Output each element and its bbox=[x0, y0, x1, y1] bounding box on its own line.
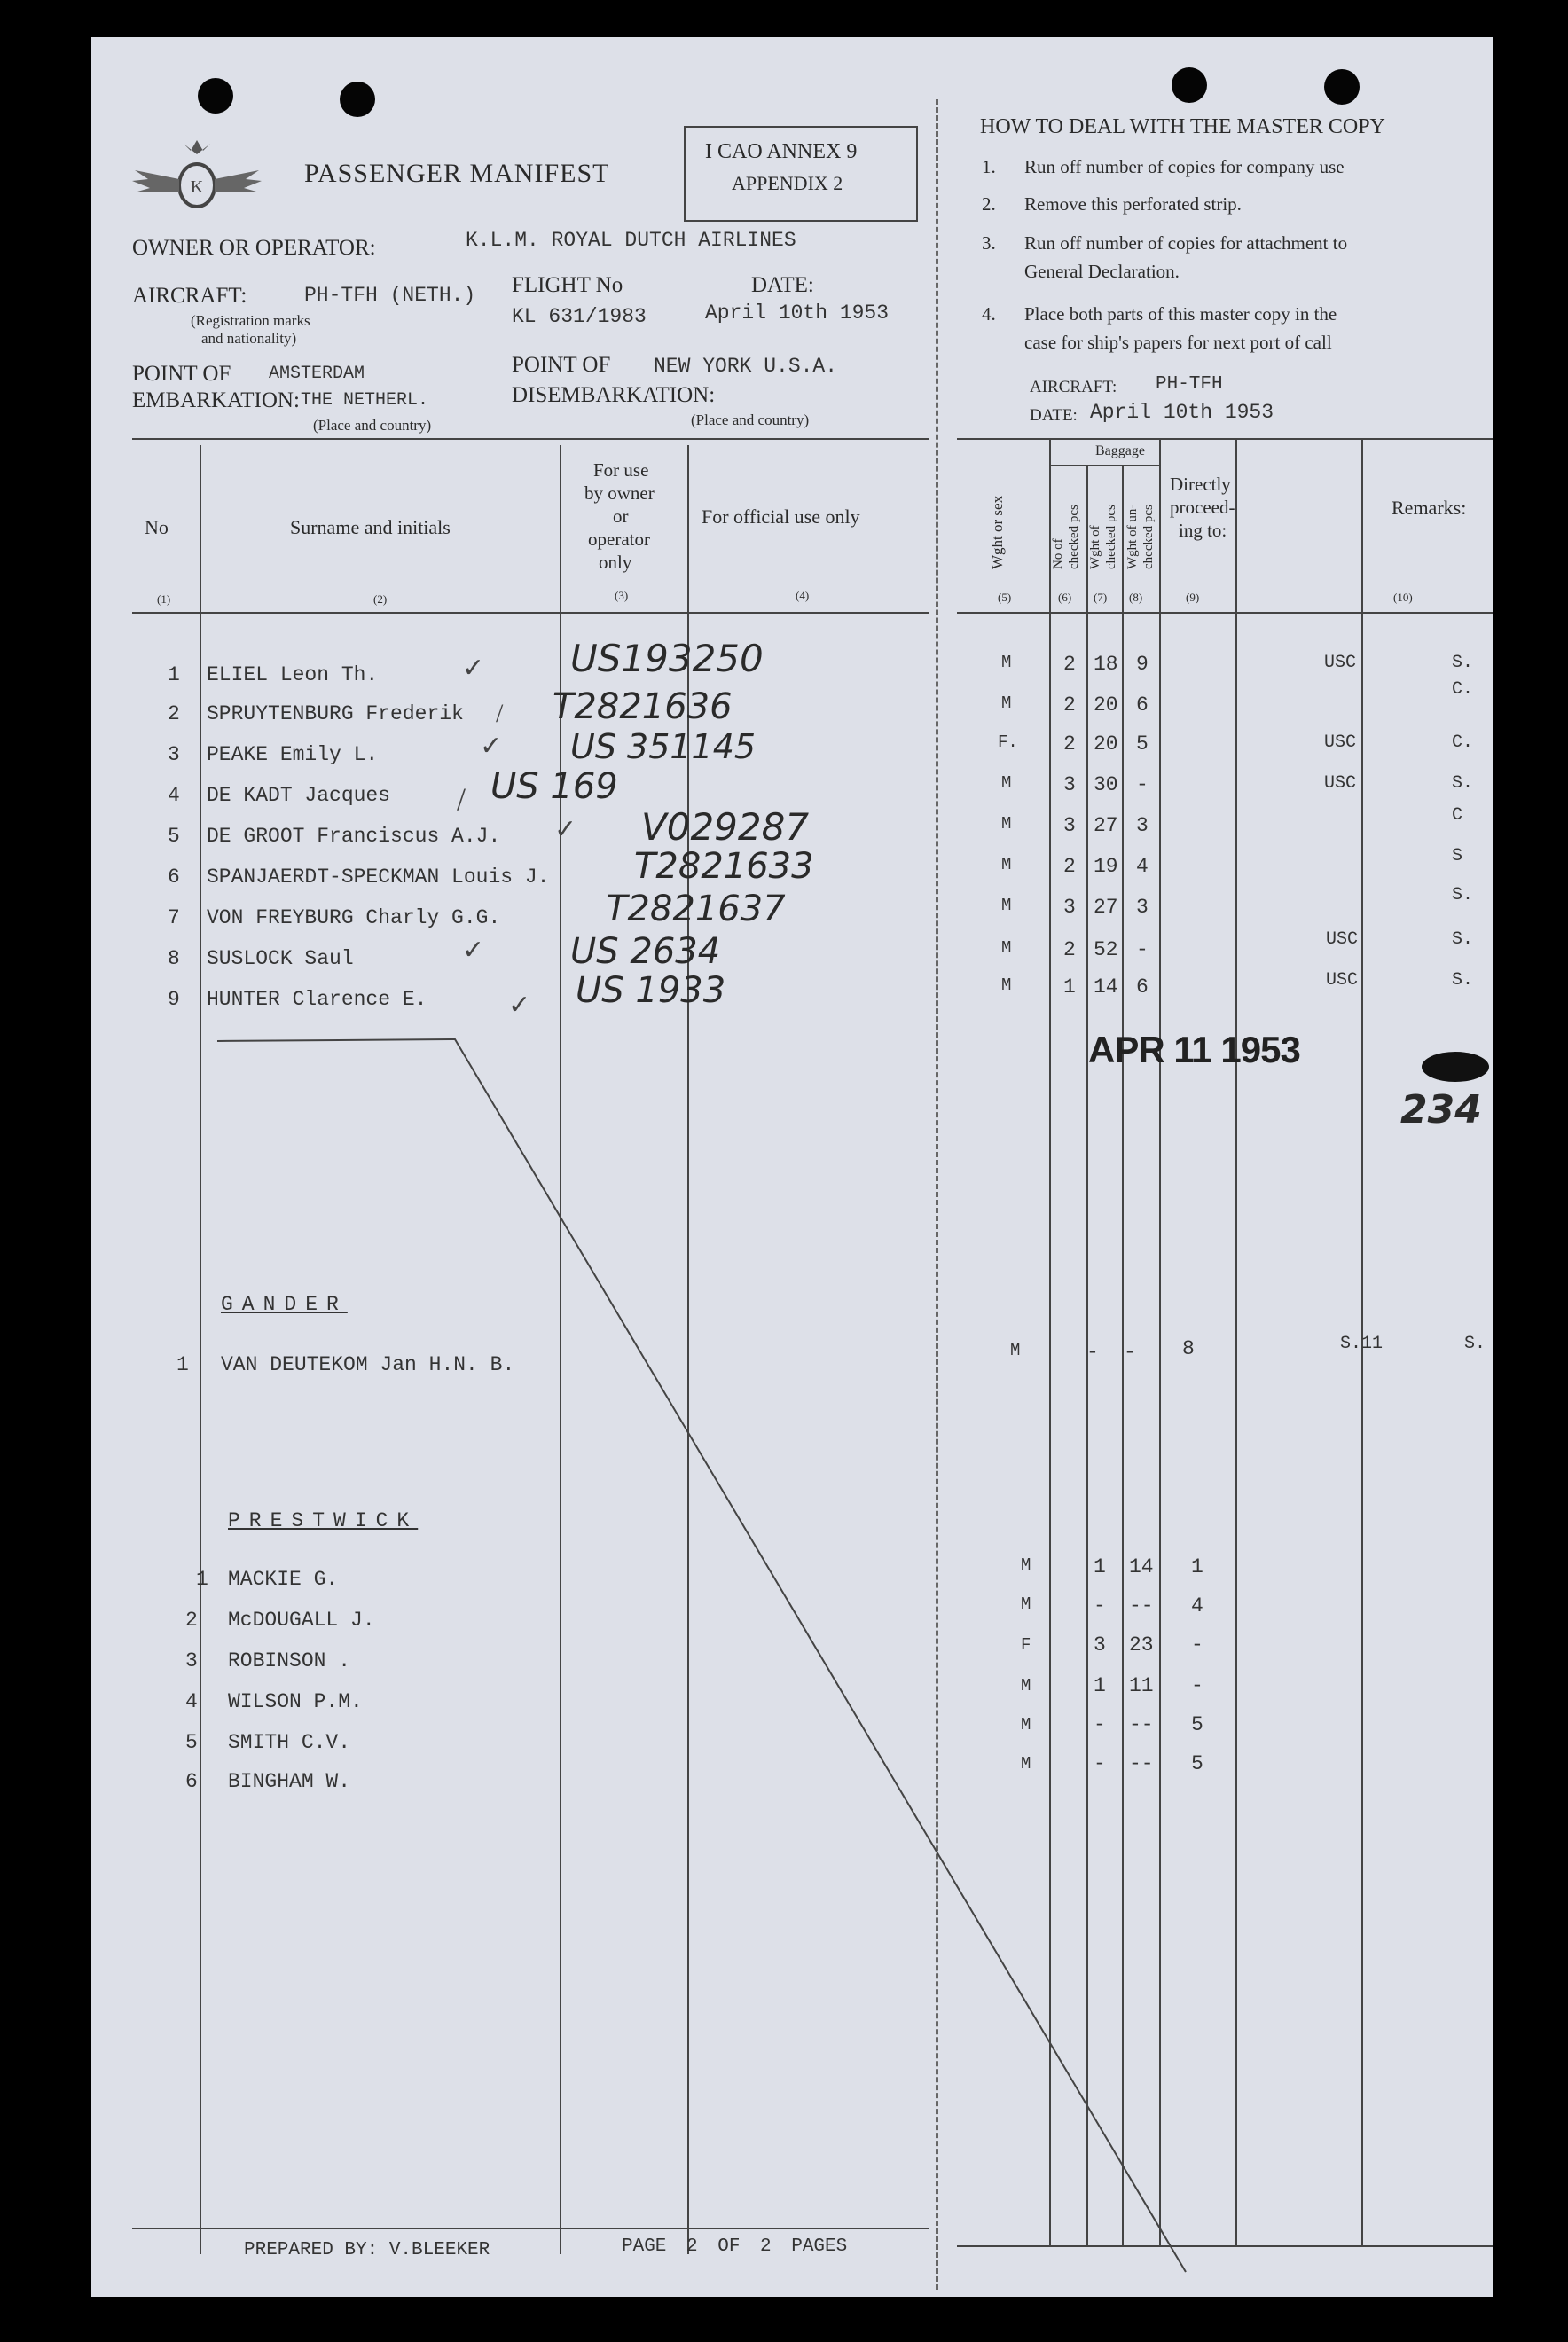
col-num-10: (10) bbox=[1393, 591, 1413, 604]
embark-label1: POINT OF bbox=[132, 362, 231, 386]
prestwick-row-pcs: - bbox=[1094, 1752, 1106, 1775]
passenger-remark-2: S bbox=[1452, 846, 1463, 866]
passenger-bag-wu: 5 bbox=[1136, 732, 1149, 756]
prestwick-row-pcs: 1 bbox=[1094, 1555, 1106, 1578]
passenger-sex: M bbox=[1001, 855, 1012, 874]
prestwick-heading: PRESTWICK bbox=[228, 1509, 419, 1532]
prestwick-row-pcs: - bbox=[1094, 1594, 1106, 1617]
passenger-no: 9 bbox=[168, 988, 180, 1011]
passenger-name: DE KADT Jacques bbox=[207, 784, 391, 807]
disembark-label1: POINT OF bbox=[512, 353, 611, 377]
embark-value2: THE NETHERL. bbox=[301, 390, 429, 411]
prestwick-row-name: WILSON P.M. bbox=[228, 1690, 363, 1713]
passenger-bag-pcs: 3 bbox=[1063, 814, 1076, 837]
prestwick-row-no: 5 bbox=[185, 1731, 198, 1754]
passenger-remark-2: C bbox=[1452, 805, 1463, 826]
embark-value1: AMSTERDAM bbox=[269, 364, 365, 384]
passenger-bag-wc: 52 bbox=[1094, 938, 1118, 961]
passenger-bag-wu: 9 bbox=[1136, 653, 1149, 676]
embark-label2: EMBARKATION: bbox=[132, 388, 300, 412]
flight-label: FLIGHT No bbox=[512, 273, 623, 297]
prestwick-row-no: 6 bbox=[185, 1770, 198, 1793]
gander-row-pcs: - bbox=[1086, 1341, 1099, 1364]
passenger-remark-1: USC bbox=[1324, 732, 1357, 753]
col-header-for-use-5: only bbox=[599, 552, 632, 573]
passenger-no: 6 bbox=[168, 866, 180, 889]
passenger-name: SUSLOCK Saul bbox=[207, 947, 354, 970]
check-mark-icon: / bbox=[496, 699, 504, 728]
prestwick-row-no: 4 bbox=[185, 1690, 198, 1713]
passenger-name: PEAKE Emily L. bbox=[207, 743, 379, 766]
passenger-document: T2821637 bbox=[606, 889, 786, 929]
col-num-1: (1) bbox=[157, 592, 171, 606]
col-num-8: (8) bbox=[1129, 591, 1143, 604]
prestwick-row-no: 1 bbox=[196, 1568, 208, 1591]
prestwick-row-wu: - bbox=[1191, 1633, 1203, 1657]
instruction-num-3: 3. bbox=[982, 232, 996, 254]
passenger-bag-wc: 18 bbox=[1094, 653, 1118, 676]
prestwick-row-wc: 14 bbox=[1129, 1555, 1154, 1578]
passenger-no: 8 bbox=[168, 947, 180, 970]
prestwick-row-no: 2 bbox=[185, 1609, 198, 1632]
passenger-name: ELIEL Leon Th. bbox=[207, 663, 379, 686]
date-label: DATE: bbox=[751, 273, 814, 297]
col-header-bag-unchecked-2: checked pcs bbox=[1141, 505, 1156, 569]
passenger-no: 7 bbox=[168, 906, 180, 929]
passenger-bag-pcs: 2 bbox=[1063, 693, 1076, 717]
gander-row-remark-1: S.11 bbox=[1340, 1334, 1384, 1354]
col-header-no: No bbox=[145, 516, 169, 538]
passenger-document: T2821636 bbox=[553, 686, 733, 727]
check-mark-icon: / bbox=[457, 781, 466, 817]
col-header-proceeding-1: Directly bbox=[1170, 474, 1231, 495]
aircraft-label: AIRCRAFT: bbox=[132, 284, 247, 308]
prestwick-row-name: MACKIE G. bbox=[228, 1568, 339, 1591]
disembark-value: NEW YORK U.S.A. bbox=[654, 355, 838, 378]
passenger-bag-wu: 3 bbox=[1136, 814, 1149, 837]
flight-value: KL 631/1983 bbox=[512, 305, 647, 328]
passenger-document: V029287 bbox=[641, 805, 810, 849]
col-num-5: (5) bbox=[998, 591, 1012, 604]
col-header-for-use-4: operator bbox=[588, 529, 650, 550]
col-header-for-use-1: For use bbox=[593, 459, 649, 481]
check-mark-icon: ✓ bbox=[462, 936, 485, 965]
instruction-text-3a: Run off number of copies for attachment to bbox=[1024, 232, 1348, 254]
strip-date-label: DATE: bbox=[1030, 406, 1078, 425]
col-num-7: (7) bbox=[1094, 591, 1108, 604]
instruction-text-3b: General Declaration. bbox=[1024, 261, 1180, 282]
passenger-bag-pcs: 1 bbox=[1063, 975, 1076, 999]
passenger-bag-pcs: 2 bbox=[1063, 732, 1076, 756]
passenger-remark-2: S. bbox=[1452, 970, 1474, 991]
passenger-remark-2: S. bbox=[1452, 929, 1474, 950]
col-num-3: (3) bbox=[615, 589, 629, 602]
prestwick-row-wc: 23 bbox=[1129, 1633, 1154, 1657]
prepared-by: PREPARED BY: V.BLEEKER bbox=[244, 2240, 490, 2260]
passenger-no: 5 bbox=[168, 825, 180, 848]
date-value: April 10th 1953 bbox=[705, 302, 890, 325]
check-mark-icon: ✓ bbox=[480, 732, 503, 761]
passenger-bag-wc: 20 bbox=[1094, 693, 1118, 717]
instruction-text-4a: Place both parts of this master copy in the bbox=[1024, 303, 1337, 325]
passenger-document: T2821633 bbox=[634, 846, 814, 887]
gander-row-no: 1 bbox=[176, 1353, 189, 1376]
handwritten-number: 234 bbox=[1400, 1087, 1482, 1132]
prestwick-row-name: McDOUGALL J. bbox=[228, 1609, 375, 1632]
annex-line1: I CAO ANNEX 9 bbox=[705, 140, 858, 163]
prestwick-row-wc: 11 bbox=[1129, 1674, 1154, 1697]
col-num-6: (6) bbox=[1058, 591, 1072, 604]
passenger-bag-wc: 30 bbox=[1094, 773, 1118, 796]
prestwick-row-name: SMITH C.V. bbox=[228, 1731, 351, 1754]
passenger-bag-wc: 19 bbox=[1094, 855, 1118, 878]
passenger-bag-pcs: 2 bbox=[1063, 938, 1076, 961]
passenger-document: US 351145 bbox=[570, 727, 757, 766]
owner-value: K.L.M. ROYAL DUTCH AIRLINES bbox=[466, 229, 796, 252]
passenger-bag-wu: - bbox=[1136, 938, 1149, 961]
embark-place-note: (Place and country) bbox=[313, 417, 432, 434]
check-mark-icon: ✓ bbox=[554, 815, 577, 844]
passenger-no: 4 bbox=[168, 784, 180, 807]
passenger-sex: M bbox=[1001, 653, 1012, 672]
instruction-num-1: 1. bbox=[982, 156, 996, 177]
passenger-bag-pcs: 3 bbox=[1063, 896, 1076, 919]
aircraft-note1: (Registration marks bbox=[191, 312, 310, 329]
passenger-sex: M bbox=[1001, 814, 1012, 834]
gander-row-wu: 8 bbox=[1182, 1337, 1195, 1360]
instructions-title: HOW TO DEAL WITH THE MASTER COPY bbox=[980, 115, 1385, 138]
passenger-bag-pcs: 3 bbox=[1063, 773, 1076, 796]
aircraft-note2: and nationality) bbox=[201, 330, 297, 347]
passenger-bag-wc: 27 bbox=[1094, 814, 1118, 837]
passenger-document: US 169 bbox=[490, 766, 618, 807]
cancellation-line bbox=[91, 37, 1493, 2297]
passenger-sex: F. bbox=[998, 732, 1018, 752]
prestwick-row-pcs: 1 bbox=[1094, 1674, 1106, 1697]
instruction-text-1: Run off number of copies for company use bbox=[1024, 156, 1345, 177]
passenger-sex: M bbox=[1001, 938, 1012, 958]
col-header-bag-checked-2: checked pcs bbox=[1104, 505, 1118, 569]
gander-row-sex: M bbox=[1010, 1341, 1021, 1360]
instruction-num-2: 2. bbox=[982, 193, 996, 215]
prestwick-row-wu: 1 bbox=[1191, 1555, 1203, 1578]
prestwick-row-sex: M bbox=[1021, 1594, 1031, 1614]
passenger-no: 1 bbox=[168, 663, 180, 686]
passenger-remark-2: C. bbox=[1452, 679, 1474, 700]
col-header-baggage: Baggage bbox=[1095, 443, 1145, 458]
passenger-sex: M bbox=[1001, 773, 1012, 793]
passenger-bag-wu: - bbox=[1136, 773, 1149, 796]
passenger-sex: M bbox=[1001, 975, 1012, 995]
passenger-bag-pcs: 2 bbox=[1063, 653, 1076, 676]
gander-row-remark-2: S. bbox=[1464, 1334, 1486, 1354]
passenger-remark-1: USC bbox=[1326, 970, 1359, 991]
passenger-document: US 2634 bbox=[570, 931, 721, 972]
prestwick-row-wu: 5 bbox=[1191, 1752, 1203, 1775]
passenger-bag-wu: 4 bbox=[1136, 855, 1149, 878]
passenger-bag-wu: 6 bbox=[1136, 975, 1149, 999]
date-stamp: APR 11 1953 bbox=[1088, 1029, 1300, 1070]
passenger-bag-pcs: 2 bbox=[1063, 855, 1076, 878]
passenger-document: US 1933 bbox=[576, 970, 726, 1011]
prestwick-row-wc: -- bbox=[1129, 1713, 1154, 1736]
prestwick-row-sex: M bbox=[1021, 1555, 1031, 1575]
col-num-2: (2) bbox=[373, 592, 388, 606]
passenger-remark-1: USC bbox=[1324, 653, 1357, 673]
col-header-surname: Surname and initials bbox=[290, 516, 451, 538]
passenger-sex: M bbox=[1001, 896, 1012, 915]
col-header-remarks: Remarks: bbox=[1392, 497, 1467, 519]
col-num-9: (9) bbox=[1186, 591, 1200, 604]
passenger-name: DE GROOT Franciscus A.J. bbox=[207, 825, 501, 848]
passenger-remark-2: C. bbox=[1452, 732, 1474, 753]
prestwick-row-name: ROBINSON . bbox=[228, 1649, 351, 1672]
strip-date-value: April 10th 1953 bbox=[1090, 401, 1274, 424]
passenger-name: HUNTER Clarence E. bbox=[207, 988, 427, 1011]
col-header-proceeding-2: proceed- bbox=[1170, 497, 1235, 518]
passenger-bag-wu: 3 bbox=[1136, 896, 1149, 919]
disembark-place-note: (Place and country) bbox=[691, 411, 810, 428]
passenger-no: 2 bbox=[168, 702, 180, 725]
passenger-no: 3 bbox=[168, 743, 180, 766]
prestwick-row-wc: -- bbox=[1129, 1594, 1154, 1617]
prestwick-row-wu: 4 bbox=[1191, 1594, 1203, 1617]
annex-line2: APPENDIX 2 bbox=[732, 172, 843, 194]
prestwick-row-pcs: - bbox=[1094, 1713, 1106, 1736]
passenger-bag-wc: 14 bbox=[1094, 975, 1118, 999]
gander-heading: GANDER bbox=[221, 1293, 348, 1316]
passenger-document: US193250 bbox=[570, 637, 764, 680]
instruction-num-4: 4. bbox=[982, 303, 996, 325]
prestwick-row-wu: - bbox=[1191, 1674, 1203, 1697]
gander-row-name: VAN DEUTEKOM Jan H.N. B. bbox=[221, 1353, 515, 1376]
prestwick-row-sex: M bbox=[1021, 1715, 1031, 1735]
prestwick-row-no: 3 bbox=[185, 1649, 198, 1672]
col-num-4: (4) bbox=[796, 589, 810, 602]
col-header-weight-sex: Wght or sex bbox=[989, 495, 1006, 569]
instruction-text-2: Remove this perforated strip. bbox=[1024, 193, 1242, 215]
strip-aircraft-label: AIRCRAFT: bbox=[1030, 378, 1117, 396]
passenger-name: VON FREYBURG Charly G.G. bbox=[207, 906, 501, 929]
prestwick-row-pcs: 3 bbox=[1094, 1633, 1106, 1657]
passenger-remark-2: S. bbox=[1452, 885, 1474, 905]
ink-blot-icon bbox=[1422, 1052, 1489, 1082]
page-count: PAGE 2 OF 2 PAGES bbox=[622, 2236, 848, 2257]
svg-text:K: K bbox=[190, 177, 204, 197]
prestwick-row-name: BINGHAM W. bbox=[228, 1770, 351, 1793]
prestwick-row-sex: F bbox=[1021, 1635, 1031, 1655]
passenger-name: SPANJAERDT-SPECKMAN Louis J. bbox=[207, 866, 550, 889]
manifest-sheet bbox=[91, 37, 1493, 2297]
col-header-bag-count-1: No of bbox=[1051, 538, 1065, 569]
check-mark-icon: ✓ bbox=[462, 654, 485, 683]
passenger-bag-wu: 6 bbox=[1136, 693, 1149, 717]
col-header-for-use-3: or bbox=[613, 505, 629, 527]
passenger-name: SPRUYTENBURG Frederik bbox=[207, 702, 464, 725]
aircraft-value: PH-TFH (NETH.) bbox=[304, 284, 476, 307]
owner-label: OWNER OR OPERATOR: bbox=[132, 236, 376, 260]
prestwick-row-sex: M bbox=[1021, 1754, 1031, 1774]
prestwick-row-wc: -- bbox=[1129, 1752, 1154, 1775]
passenger-remark-2: S. bbox=[1452, 773, 1474, 794]
prestwick-row-sex: M bbox=[1021, 1676, 1031, 1696]
passenger-remark-1: USC bbox=[1326, 929, 1359, 950]
col-header-bag-checked-1: Wght of bbox=[1088, 525, 1102, 569]
col-header-for-use-2: by owner bbox=[584, 482, 655, 504]
strip-aircraft-value: PH-TFH bbox=[1156, 374, 1223, 395]
passenger-remark-1: USC bbox=[1324, 773, 1357, 794]
instruction-text-4b: case for ship's papers for next port of call bbox=[1024, 332, 1332, 353]
col-header-bag-unchecked-1: Wght of un- bbox=[1125, 504, 1140, 569]
passenger-sex: M bbox=[1001, 693, 1012, 713]
disembark-label2: DISEMBARKATION: bbox=[512, 383, 716, 407]
check-mark-icon: ✓ bbox=[508, 991, 531, 1020]
gander-row-wc: - bbox=[1124, 1341, 1136, 1364]
col-header-proceeding-3: ing to: bbox=[1179, 520, 1227, 541]
col-header-official: For official use only bbox=[702, 505, 860, 528]
prestwick-row-wu: 5 bbox=[1191, 1713, 1203, 1736]
passenger-bag-wc: 27 bbox=[1094, 896, 1118, 919]
passenger-bag-wc: 20 bbox=[1094, 732, 1118, 756]
passenger-remark-2: S. bbox=[1452, 653, 1474, 673]
col-header-bag-count-2: checked pcs bbox=[1067, 505, 1081, 569]
manifest-title: PASSENGER MANIFEST bbox=[304, 159, 610, 188]
